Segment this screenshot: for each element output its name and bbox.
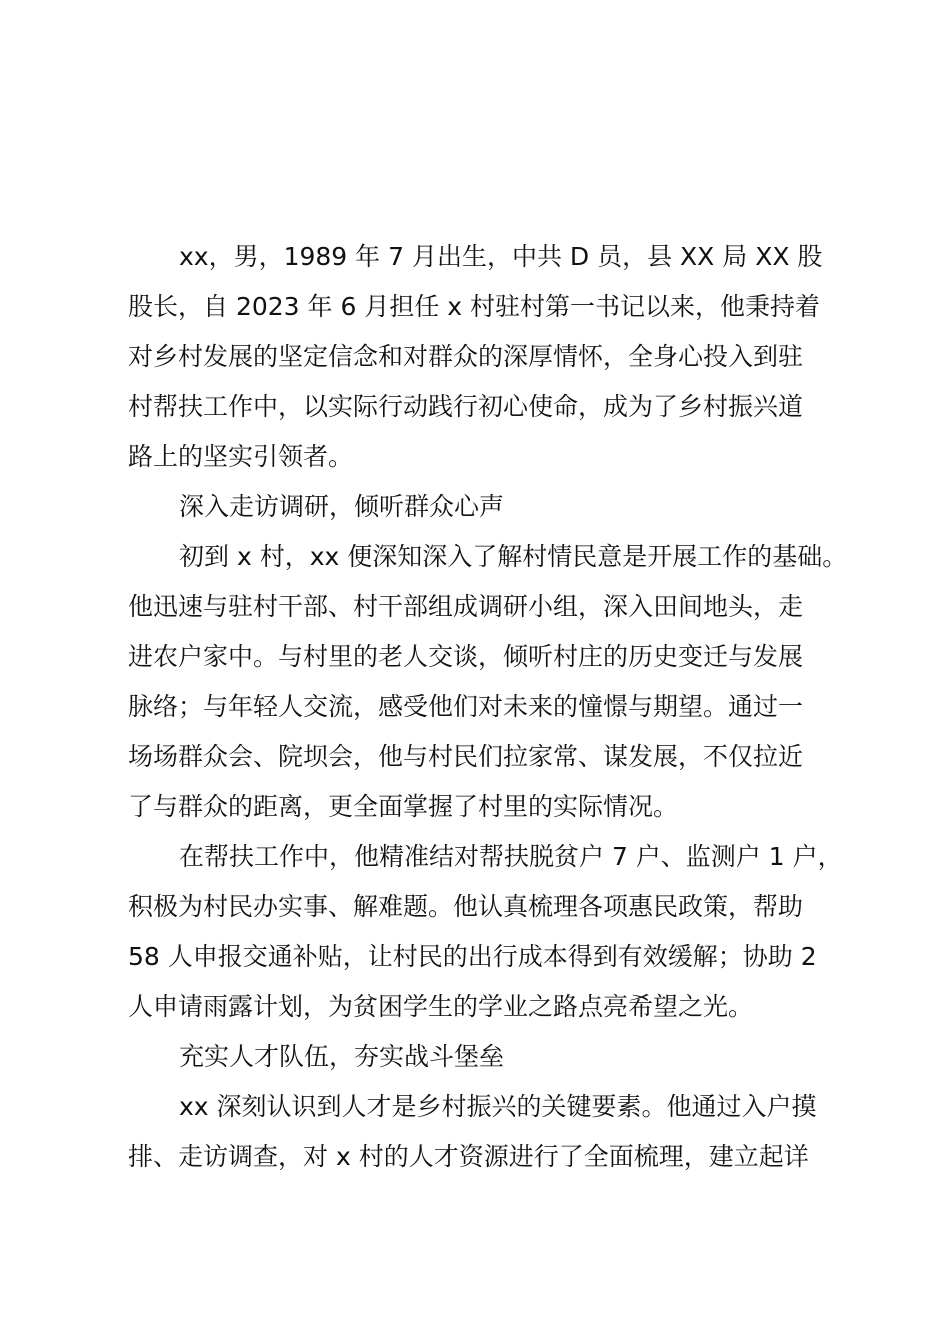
paragraph-3-line-2: 积极为村民办实事、解难题。他认真梳理各项惠民政策，帮助: [128, 892, 804, 921]
paragraph-3-line-4: 人申请雨露计划，为贫困学生的学业之路点亮希望之光。: [128, 992, 754, 1021]
paragraph-2-line-4: 脉络；与年轻人交流，感受他们对未来的憧憬与期望。通过一: [128, 692, 804, 721]
paragraph-4-line-2: 排、走访调查，对 x 村的人才资源进行了全面梳理，建立起详: [128, 1142, 809, 1171]
paragraph-2-line-1: 初到 x 村，xx 便深知深入了解村情民意是开展工作的基础。: [179, 542, 848, 571]
paragraph-1-line-1: xx，男，1989 年 7 月出生，中共 D 员，县 XX 局 XX 股: [179, 242, 823, 271]
paragraph-1-line-4: 村帮扶工作中，以实际行动践行初心使命，成为了乡村振兴道: [128, 392, 804, 421]
paragraph-4-line-1: xx 深刻认识到人才是乡村振兴的关键要素。他通过入户摸: [179, 1092, 817, 1121]
paragraph-1-line-3: 对乡村发展的坚定信念和对群众的深厚情怀，全身心投入到驻: [128, 342, 804, 371]
paragraph-2-line-5: 场场群众会、院坝会，他与村民们拉家常、谋发展，不仅拉近: [128, 742, 804, 771]
paragraph-1-line-2: 股长，自 2023 年 6 月担任 x 村驻村第一书记以来，他秉持着: [128, 292, 821, 321]
paragraph-1-line-5: 路上的坚实引领者。: [128, 442, 354, 471]
paragraph-2-line-2: 他迅速与驻村干部、村干部组成调研小组，深入田间地头，走: [128, 592, 804, 621]
paragraph-2-line-3: 进农户家中。与村里的老人交谈，倾听村庄的历史变迁与发展: [128, 642, 804, 671]
paragraph-3-line-3: 58 人申报交通补贴，让村民的出行成本得到有效缓解；协助 2: [128, 942, 817, 971]
paragraph-3-line-1: 在帮扶工作中，他精准结对帮扶脱贫户 7 户、监测户 1 户，: [179, 842, 843, 871]
paragraph-2-line-6: 了与群众的距离，更全面掌握了村里的实际情况。: [128, 792, 679, 821]
section-heading-talent: 充实人才队伍，夯实战斗堡垒: [179, 1042, 505, 1071]
section-heading-research: 深入走访调研，倾听群众心声: [179, 492, 505, 521]
